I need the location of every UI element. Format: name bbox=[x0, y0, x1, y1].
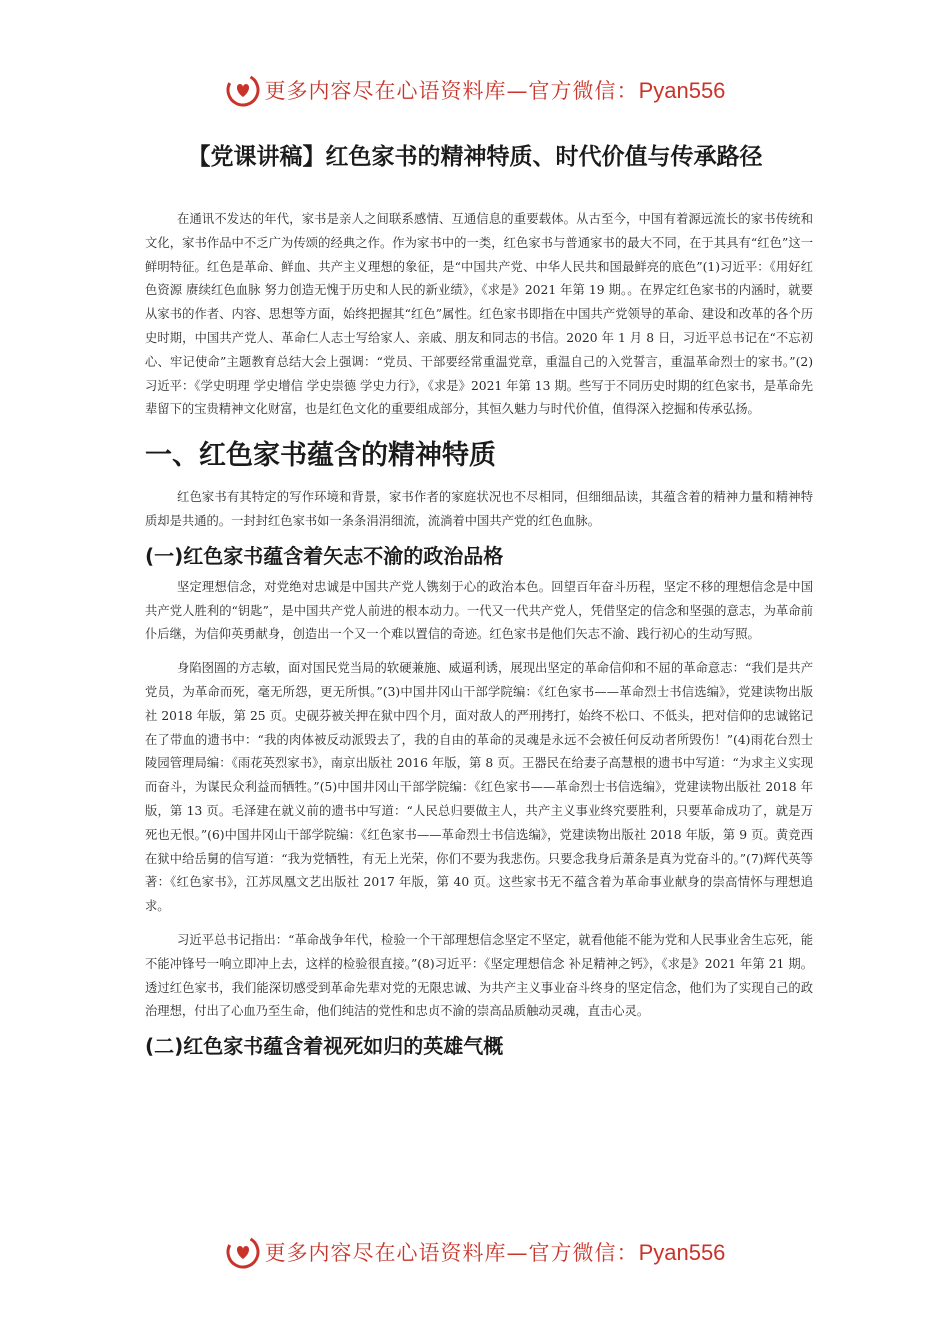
subsection-1-paragraph-1: 坚定理想信念，对党绝对忠诚是中国共产党人镌刻于心的政治本色。回望百年奋斗历程，坚定不移的理想信念是中国共产党人胜利的“钥匙”，是中国共产党人前进的根本动力。一代又一代共产党人，凭借坚定的信念和坚强的意志，为革命前仆后继，为信仰英勇献身，创造出一个又一个难以置信的奇迹。红色家书是他们矢志不渝、践行初心的生动写照。 bbox=[145, 579, 813, 642]
intro-paragraph: 在通讯不发达的年代，家书是亲人之间联系感情、互通信息的重要载体。从古至今，中国有着源远流长的家书传统和文化，家书作品中不乏广为传颂的经典之作。作为家书中的一类，红色家书与普通家书的最大不同，在于其具有“红色”这一鲜明特征。红色是革命、鲜血、共产主义理想的象征，是“中国共产党、中华人民共和国最鲜亮的底色”(1)习近平：《用好红色资源 赓续红色血脉 努力创造无愧于历史和人民的新业绩》，《求是》2021 年第 19 期。。在界定红色家书的内涵时，就要从家书的作者、内容、思想等方面，始终把握其“红色”属性。红色家书即指在中国共产党领导的革命、建设和改革的各个历史时期，中国共产党人、革命仁人志士写给家人、亲戚、朋友和同志的书信。2020 年 1 月 8 日，习近平总书记在“不忘初心、牢记使命”主题教育总结大会上强调：“党员、干部要经常重温党章，重温自己的入党誓言，重温革命烈士的家书。”(2)习近平：《学史明理 学史增信 学史崇德 学史力行》，《求是》2021 年第 13 期。些写于不同历史时期的红色家书，是革命先辈留下的宝贵精神文化财富，也是红色文化的重要组成部分，其恒久魅力与时代价值，值得深入挖掘和传承弘扬。 bbox=[145, 212, 813, 417]
subsection-heading-2: (二)红色家书蕴含着视死如归的英雄气概 bbox=[145, 1034, 504, 1059]
subsection-1-paragraph-2: 身陷囹圄的方志敏，面对国民党当局的软硬兼施、威逼利诱，展现出坚定的革命信仰和不屈的革命意志：“我们是共产党员，为革命而死，毫无所怨，更无所惧。”(3)中国井冈山干部学院编：《红色家书——革命烈士书信选编》，党建读物出版社 2018 年版，第 25 页。史砚芬被关押在狱中四个月，面对敌人的严刑拷打，始终不松口、不低头，把对信仰的忠诚铭记在了带血的遗书中：“我的肉体被反动派毁去了，我的自由的革命的灵魂是永远不会被任何反动者所毁伤！”(4)雨花台烈士陵园管理局编：《雨花英烈家书》，南京出版社 2016 年版，第 8 页。王器民在给妻子高慧根的遗书中写道：“为求主义实现而奋斗，为谋民众利益而牺牲。”(5)中国井冈山干部学院编：《红色家书——革命烈士书信选编》，党建读物出版社 2018 年版，第 13 页。毛泽建在就义前的遗书中写道：“人民总归要做主人，共产主义事业终究要胜利，只要革命成功了，就是万死也无恨。”(6)中国井冈山干部学院编：《红色家书——革命烈士书信选编》，党建读物出版社 2018 年版，第 9 页。黄竞西在狱中给岳舅的信写道：“我为党牺牲，有无上光荣，你们不要为我悲伤。只要念我身后萧条是真为党奋斗的。”(7)辉代英等著：《红色家书》，江苏凤凰文艺出版社 2017 年版，第 40 页。这些家书无不蕴含着为革命事业献身的崇高情怀与理想追求。 bbox=[145, 661, 813, 914]
watermark-header bbox=[0, 66, 950, 114]
watermark-text: 更多内容尽在心语资料库—官方微信： bbox=[264, 1241, 639, 1265]
subsection-1-paragraph-3: 习近平总书记指出：“革命战争年代，检验一个干部理想信念坚定不坚定，就看他能不能为党和人民事业舍生忘死，能不能冲锋号一响立即冲上去，这样的检验很直接。”(8)习近平：《坚定理想信念 补足精神之钙》，《求是》2021 年第 21 期。透过红色家书，我们能深切感受到革命先辈对党的无限忠诚、为共产主义事业奋斗终身的坚定信念，他们为了实现自己的政治理想，付出了心血乃至生命，他们纯洁的党性和忠贞不渝的崇高品质触动灵魂，直击心灵。 bbox=[145, 932, 813, 1019]
brush-heart-logo-icon bbox=[225, 72, 261, 108]
section-heading-1: 一、红色家书蕴含的精神特质 bbox=[145, 440, 496, 472]
subsection-heading-1: (一)红色家书蕴含着矢志不渝的政治品格 bbox=[145, 543, 504, 568]
brush-heart-logo-icon bbox=[225, 1234, 261, 1270]
section-1-paragraph: 红色家书有其特定的写作环境和背景，家书作者的家庭状况也不尽相同，但细细品读，其蕴含着的精神力量和精神特质却是共通的。一封封红色家书如一条条涓涓细流，流淌着中国共产党的红色血脉。 bbox=[145, 490, 813, 528]
watermark-id: Pyan556 bbox=[638, 78, 726, 103]
document-title: 【党课讲稿】红色家书的精神特质、时代价值与传承路径 bbox=[187, 144, 763, 170]
document-body bbox=[145, 208, 813, 1066]
watermark-text: 更多内容尽在心语资料库—官方微信： bbox=[264, 79, 639, 103]
watermark-footer bbox=[0, 1228, 950, 1276]
watermark-id: Pyan556 bbox=[638, 1240, 726, 1265]
